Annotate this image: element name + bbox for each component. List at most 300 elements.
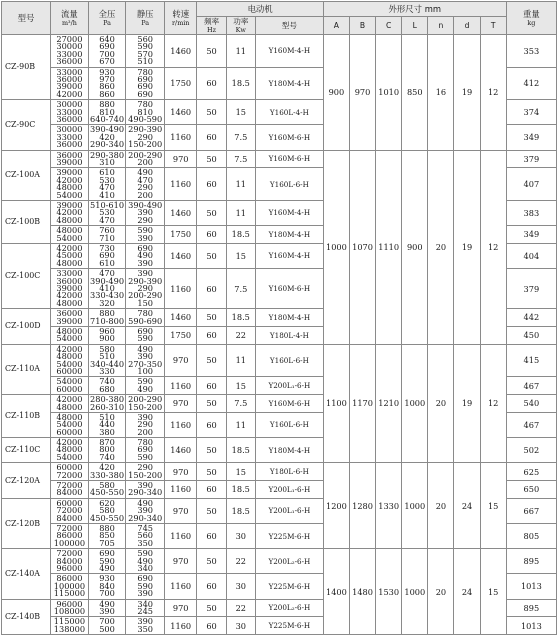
weight-cell: 415 — [506, 344, 556, 377]
fan-spec-table — [1, 1, 557, 635]
flow-cell — [51, 326, 89, 344]
flow-cell-line: 48000 — [56, 412, 83, 422]
static-pressure-cell-line: 200 — [137, 426, 153, 437]
static-pressure-cell-line: 350 — [137, 623, 153, 634]
dim-a-cell: 1000 — [323, 150, 349, 344]
model-cell: CZ-120B — [2, 498, 51, 548]
motor-model-cell: Y200L₁-6-H — [255, 498, 323, 523]
total-pressure-cell-line: 420 — [99, 462, 115, 473]
static-pressure-cell-line: 290 — [137, 182, 153, 193]
power-cell: 15 — [226, 377, 255, 395]
power-cell: 7.5 — [226, 125, 255, 150]
total-pressure-cell-line: 510 — [99, 351, 115, 362]
flow-cell — [51, 395, 89, 413]
total-pressure-cell-line: 290-380 — [90, 150, 125, 160]
total-pressure-cell-line: 690 — [99, 250, 115, 261]
frequency-cell: 50 — [197, 599, 226, 617]
speed-cell: 1460 — [165, 438, 197, 463]
dim-a-cell: 1200 — [323, 463, 349, 549]
model-cell: CZ-110C — [2, 438, 51, 463]
total-pressure-cell-line: 960 — [99, 326, 115, 336]
static-pressure-cell — [126, 524, 165, 549]
static-pressure-cell-line: 490 — [137, 555, 153, 566]
dim-a-cell: 900 — [323, 35, 349, 151]
total-pressure-cell-line: 530 — [99, 207, 115, 218]
static-pressure-cell-line: 560 — [137, 34, 153, 44]
frequency-cell: 50 — [197, 309, 226, 327]
static-pressure-cell-line: 390 — [137, 588, 153, 599]
flow-cell-line: 100000 — [53, 537, 86, 548]
static-pressure-cell-line: 570 — [137, 48, 153, 59]
total-pressure-cell-line: 860 — [99, 81, 115, 92]
static-pressure-cell — [126, 125, 165, 150]
total-pressure-cell — [88, 438, 126, 463]
static-pressure-cell-line: 150-200 — [128, 469, 163, 480]
model-cell: CZ-100A — [2, 150, 51, 200]
total-pressure-cell-line: 680 — [99, 383, 115, 394]
weight-cell: 1013 — [506, 574, 556, 599]
total-pressure-cell-line: 740 — [99, 451, 115, 462]
motor-model-cell: Y180M-4-H — [255, 309, 323, 327]
flow-cell — [51, 269, 89, 309]
weight-cell: 349 — [506, 226, 556, 244]
total-pressure-cell-line: 700 — [99, 616, 115, 627]
total-pressure-cell — [88, 35, 126, 68]
header-motor-model: 型号 — [255, 17, 323, 35]
frequency-cell: 50 — [197, 100, 226, 125]
flow-cell — [51, 438, 89, 463]
flow-cell — [51, 125, 89, 150]
weight-cell: 625 — [506, 463, 556, 481]
static-pressure-cell-line: 590 — [137, 333, 153, 344]
static-pressure-cell-line: 150-200 — [128, 401, 163, 412]
motor-model-cell: Y160L-6-H — [255, 412, 323, 437]
motor-model-cell: Y225M-6-H — [255, 574, 323, 599]
total-pressure-cell — [88, 67, 126, 100]
speed-cell: 970 — [165, 498, 197, 523]
dim-d-cell: 19 — [454, 150, 480, 344]
motor-model-cell: Y160L-6-H — [255, 344, 323, 377]
static-pressure-cell-line: 340 — [137, 563, 153, 574]
dim-c-cell: 1110 — [376, 150, 402, 344]
motor-model-cell: Y180M-4-H — [255, 226, 323, 244]
static-pressure-cell — [126, 438, 165, 463]
total-pressure-cell-line: 310 — [99, 156, 115, 167]
static-pressure-cell-line: 780 — [137, 99, 153, 110]
flow-cell-line: 33000 — [56, 67, 83, 77]
dim-l-cell: 1000 — [402, 344, 428, 463]
table-header — [2, 2, 557, 35]
flow-cell-line: 39000 — [56, 81, 83, 92]
frequency-cell: 50 — [197, 549, 226, 574]
flow-cell-line: 48000 — [56, 326, 83, 336]
flow-cell-line: 42000 — [56, 437, 83, 448]
static-pressure-cell-line: 780 — [137, 437, 153, 448]
frequency-cell: 60 — [197, 269, 226, 309]
power-cell: 7.5 — [226, 150, 255, 168]
motor-model-cell: Y225M-6-H — [255, 617, 323, 635]
flow-cell-line: 138000 — [53, 623, 86, 634]
weight-cell: 374 — [506, 100, 556, 125]
speed-cell: 1160 — [165, 377, 197, 395]
motor-model-cell: Y160L-6-H — [255, 168, 323, 201]
static-pressure-cell-line: 200 — [137, 189, 153, 200]
model-cell: CZ-110B — [2, 395, 51, 438]
total-pressure-cell-line: 260-310 — [90, 401, 125, 412]
weight-cell: 667 — [506, 498, 556, 523]
flow-cell-line: 84000 — [56, 487, 83, 498]
static-pressure-cell-line: 200-290 — [128, 290, 163, 301]
total-pressure-cell-line: 930 — [99, 573, 115, 584]
header-total-pressure: 全压 Pa — [88, 2, 126, 35]
static-pressure-cell-line: 270-350 — [128, 358, 163, 369]
flow-cell-line: 84000 — [56, 512, 83, 523]
total-pressure-cell-line: 450-550 — [90, 487, 125, 498]
motor-model-cell: Y160L-4-H — [255, 100, 323, 125]
weight-cell: 895 — [506, 599, 556, 617]
frequency-cell: 60 — [197, 412, 226, 437]
motor-model-cell: Y160M-6-H — [255, 125, 323, 150]
total-pressure-cell-line: 410 — [99, 189, 115, 200]
flow-cell — [51, 150, 89, 168]
weight-cell: 540 — [506, 395, 556, 413]
dim-l-cell: 1000 — [402, 463, 428, 549]
total-pressure-cell-line: 390-490 — [90, 124, 125, 135]
flow-cell — [51, 498, 89, 523]
flow-cell-line: 36000 — [56, 150, 83, 160]
flow-cell-line: 36000 — [56, 73, 83, 84]
frequency-cell: 60 — [197, 481, 226, 499]
total-pressure-cell-line: 440 — [99, 419, 115, 430]
total-pressure-cell — [88, 599, 126, 617]
static-pressure-cell-line: 390 — [137, 207, 153, 218]
static-pressure-cell-line: 290-340 — [128, 487, 163, 498]
flow-cell-line: 48000 — [56, 225, 83, 236]
flow-cell-line: 42000 — [56, 88, 83, 99]
power-cell: 11 — [226, 168, 255, 201]
power-cell: 18.5 — [226, 438, 255, 463]
dim-t-cell: 12 — [480, 150, 506, 344]
flow-cell-line: 42000 — [56, 290, 83, 301]
power-cell: 18.5 — [226, 226, 255, 244]
flow-cell-line: 72000 — [56, 480, 83, 491]
flow-cell-line: 48000 — [56, 257, 83, 268]
motor-model-cell: Y160M-6-H — [255, 150, 323, 168]
static-pressure-cell-line: 390 — [137, 268, 153, 279]
static-pressure-cell-line: 100 — [137, 365, 153, 376]
motor-model-cell: Y225M-6-H — [255, 524, 323, 549]
total-pressure-cell-line: 970 — [99, 73, 115, 84]
total-pressure-cell-line: 330-380 — [90, 469, 125, 480]
header-dim-t: T — [480, 17, 506, 35]
dim-n-cell: 20 — [428, 549, 454, 635]
frequency-cell: 50 — [197, 200, 226, 225]
total-pressure-cell — [88, 481, 126, 499]
static-pressure-cell-line: 490 — [137, 167, 153, 178]
weight-cell: 379 — [506, 269, 556, 309]
total-pressure-cell — [88, 377, 126, 395]
flow-cell-line: 45000 — [56, 250, 83, 261]
flow-cell-line: 96000 — [56, 563, 83, 574]
frequency-cell: 50 — [197, 463, 226, 481]
speed-cell: 1460 — [165, 35, 197, 68]
static-pressure-cell-line: 245 — [137, 606, 153, 617]
static-pressure-cell — [126, 395, 165, 413]
flow-cell-line: 72000 — [56, 505, 83, 516]
flow-cell-line: 54000 — [56, 376, 83, 387]
total-pressure-cell — [88, 524, 126, 549]
header-dim-n: n — [428, 17, 454, 35]
total-pressure-cell-line: 880 — [99, 523, 115, 534]
model-cell: CZ-100B — [2, 200, 51, 243]
speed-cell: 1460 — [165, 100, 197, 125]
total-pressure-cell — [88, 395, 126, 413]
flow-cell-line: 33000 — [56, 106, 83, 117]
total-pressure-cell-line: 330-430 — [90, 290, 125, 301]
total-pressure-cell-line: 710 — [99, 232, 115, 243]
total-pressure-cell-line: 610 — [99, 167, 115, 178]
static-pressure-cell — [126, 100, 165, 125]
dim-b-cell: 1170 — [349, 344, 375, 463]
weight-cell: 895 — [506, 549, 556, 574]
static-pressure-cell — [126, 35, 165, 68]
static-pressure-cell — [126, 463, 165, 481]
speed-cell: 1160 — [165, 412, 197, 437]
total-pressure-cell-line: 690 — [99, 41, 115, 52]
static-pressure-cell-line: 200 — [137, 156, 153, 167]
total-pressure-cell — [88, 326, 126, 344]
flow-cell — [51, 100, 89, 125]
static-pressure-cell — [126, 344, 165, 377]
static-pressure-cell — [126, 168, 165, 201]
static-pressure-cell — [126, 481, 165, 499]
frequency-cell: 60 — [197, 125, 226, 150]
flow-cell-line: 42000 — [56, 174, 83, 185]
static-pressure-cell-line: 490 — [137, 344, 153, 354]
flow-cell — [51, 200, 89, 225]
speed-cell: 1750 — [165, 326, 197, 344]
static-pressure-cell-line: 745 — [137, 523, 153, 534]
flow-cell-line: 115000 — [53, 616, 86, 627]
motor-model-cell: Y180M-4-H — [255, 67, 323, 100]
weight-cell: 383 — [506, 200, 556, 225]
total-pressure-cell-line: 810 — [99, 106, 115, 117]
dim-t-cell: 12 — [480, 35, 506, 151]
frequency-cell: 50 — [197, 150, 226, 168]
weight-cell: 450 — [506, 326, 556, 344]
static-pressure-cell-line: 290 — [137, 131, 153, 142]
frequency-cell: 60 — [197, 326, 226, 344]
total-pressure-cell-line: 740 — [99, 376, 115, 387]
power-cell: 30 — [226, 524, 255, 549]
total-pressure-cell-line: 470 — [99, 182, 115, 193]
static-pressure-cell-line: 290 — [137, 419, 153, 430]
dim-l-cell: 1000 — [402, 549, 428, 635]
frequency-cell: 50 — [197, 243, 226, 268]
header-frequency: 频率 Hz — [197, 17, 226, 35]
total-pressure-cell-line: 620 — [99, 498, 115, 508]
flow-cell — [51, 524, 89, 549]
total-pressure-cell — [88, 309, 126, 327]
total-pressure-cell-line: 340-440 — [90, 358, 125, 369]
speed-cell: 1160 — [165, 481, 197, 499]
motor-model-cell: Y200L₂-6-H — [255, 549, 323, 574]
static-pressure-cell — [126, 574, 165, 599]
table-row — [2, 150, 557, 168]
model-cell: CZ-120A — [2, 463, 51, 499]
flow-cell-line: 30000 — [56, 41, 83, 52]
flow-cell-line: 30000 — [56, 99, 83, 110]
motor-model-cell: Y200L₂-6-H — [255, 599, 323, 617]
static-pressure-cell-line: 340 — [137, 599, 153, 609]
static-pressure-cell-line: 390 — [137, 257, 153, 268]
total-pressure-cell-line: 470 — [99, 214, 115, 225]
frequency-cell: 60 — [197, 226, 226, 244]
total-pressure-cell — [88, 100, 126, 125]
power-cell: 18.5 — [226, 498, 255, 523]
dim-b-cell: 1280 — [349, 463, 375, 549]
dim-t-cell: 15 — [480, 463, 506, 549]
static-pressure-cell-line: 290 — [137, 462, 153, 473]
total-pressure-cell — [88, 463, 126, 481]
static-pressure-cell — [126, 269, 165, 309]
total-pressure-cell-line: 320 — [99, 297, 115, 308]
static-pressure-cell-line: 590 — [137, 225, 153, 236]
flow-cell-line: 42000 — [56, 243, 83, 253]
flow-cell — [51, 463, 89, 481]
frequency-cell: 50 — [197, 438, 226, 463]
flow-cell-line: 115000 — [53, 588, 86, 599]
frequency-cell: 60 — [197, 617, 226, 635]
power-cell: 7.5 — [226, 395, 255, 413]
speed-cell: 970 — [165, 344, 197, 377]
static-pressure-cell-line: 590 — [137, 580, 153, 591]
frequency-cell: 50 — [197, 35, 226, 68]
dim-n-cell: 20 — [428, 463, 454, 549]
flow-cell-line: 54000 — [56, 451, 83, 462]
static-pressure-cell-line: 490 — [137, 498, 153, 508]
total-pressure-cell-line: 880 — [99, 308, 115, 319]
table-row — [2, 344, 557, 377]
header-dim-b: B — [349, 17, 375, 35]
static-pressure-cell-line: 780 — [137, 67, 153, 77]
flow-cell — [51, 412, 89, 437]
flow-cell — [51, 344, 89, 377]
static-pressure-cell-line: 690 — [137, 444, 153, 455]
total-pressure-cell — [88, 269, 126, 309]
frequency-cell: 60 — [197, 574, 226, 599]
dim-n-cell: 20 — [428, 344, 454, 463]
power-cell: 22 — [226, 549, 255, 574]
speed-cell: 1160 — [165, 125, 197, 150]
static-pressure-cell — [126, 243, 165, 268]
flow-cell-line: 54000 — [56, 189, 83, 200]
total-pressure-cell-line: 700 — [99, 48, 115, 59]
speed-cell: 1160 — [165, 168, 197, 201]
static-pressure-cell-line: 290 — [137, 214, 153, 225]
flow-cell-line: 30000 — [56, 124, 83, 135]
power-cell: 22 — [226, 599, 255, 617]
power-cell: 22 — [226, 326, 255, 344]
total-pressure-cell-line: 860 — [99, 88, 115, 99]
flow-cell-line: 42000 — [56, 207, 83, 218]
dim-b-cell: 1480 — [349, 549, 375, 635]
frequency-cell: 60 — [197, 524, 226, 549]
total-pressure-cell-line: 705 — [99, 537, 115, 548]
flow-cell-line: 60000 — [56, 498, 83, 508]
flow-cell-line: 48000 — [56, 401, 83, 412]
flow-cell-line: 27000 — [56, 34, 83, 44]
static-pressure-cell — [126, 309, 165, 327]
total-pressure-cell-line: 710-800 — [90, 315, 125, 326]
header-dim-a: A — [323, 17, 349, 35]
power-cell: 18.5 — [226, 67, 255, 100]
header-dimensions: 外形尺寸 mm — [323, 2, 506, 17]
static-pressure-cell-line: 290-390 — [128, 275, 163, 286]
static-pressure-cell-line: 470 — [137, 174, 153, 185]
flow-cell-line: 39000 — [56, 156, 83, 167]
static-pressure-cell-line: 590 — [137, 376, 153, 387]
static-pressure-cell — [126, 549, 165, 574]
flow-cell-line: 42000 — [56, 394, 83, 405]
static-pressure-cell-line: 390 — [137, 232, 153, 243]
power-cell: 15 — [226, 100, 255, 125]
flow-cell-line: 86000 — [56, 573, 83, 584]
total-pressure-cell — [88, 125, 126, 150]
flow-cell-line: 39000 — [56, 315, 83, 326]
flow-cell — [51, 574, 89, 599]
total-pressure-cell — [88, 412, 126, 437]
power-cell: 30 — [226, 574, 255, 599]
flow-cell-line: 72000 — [56, 548, 83, 559]
flow-cell-line: 48000 — [56, 297, 83, 308]
total-pressure-cell-line: 410 — [99, 282, 115, 293]
power-cell: 11 — [226, 344, 255, 377]
model-cell: CZ-90B — [2, 35, 51, 100]
motor-model-cell: Y160M-4-H — [255, 243, 323, 268]
static-pressure-cell-line: 200-290 — [128, 150, 163, 160]
total-pressure-cell-line: 510-610 — [90, 200, 125, 210]
motor-model-cell: Y200L₁-6-H — [255, 377, 323, 395]
frequency-cell: 50 — [197, 395, 226, 413]
weight-cell: 805 — [506, 524, 556, 549]
header-speed: 转速 r/min — [165, 2, 197, 35]
model-cell: CZ-100D — [2, 309, 51, 345]
flow-cell — [51, 549, 89, 574]
dim-l-cell: 850 — [402, 35, 428, 151]
weight-cell: 407 — [506, 168, 556, 201]
dim-c-cell: 1330 — [376, 463, 402, 549]
motor-model-cell: Y160M-4-H — [255, 35, 323, 68]
frequency-cell: 50 — [197, 498, 226, 523]
weight-cell: 349 — [506, 125, 556, 150]
dim-n-cell: 20 — [428, 150, 454, 344]
flow-cell-line: 54000 — [56, 333, 83, 344]
flow-cell-line: 100000 — [53, 580, 86, 591]
static-pressure-cell-line: 810 — [137, 106, 153, 117]
total-pressure-cell — [88, 549, 126, 574]
total-pressure-cell-line: 450-550 — [90, 512, 125, 523]
model-cell: CZ-140B — [2, 599, 51, 635]
flow-cell-line: 39000 — [56, 200, 83, 210]
speed-cell: 1160 — [165, 574, 197, 599]
static-pressure-cell-line: 390 — [137, 616, 153, 627]
weight-cell: 353 — [506, 35, 556, 68]
total-pressure-cell-line: 380 — [99, 426, 115, 437]
static-pressure-cell — [126, 498, 165, 523]
frequency-cell: 60 — [197, 377, 226, 395]
static-pressure-cell-line: 590 — [137, 41, 153, 52]
